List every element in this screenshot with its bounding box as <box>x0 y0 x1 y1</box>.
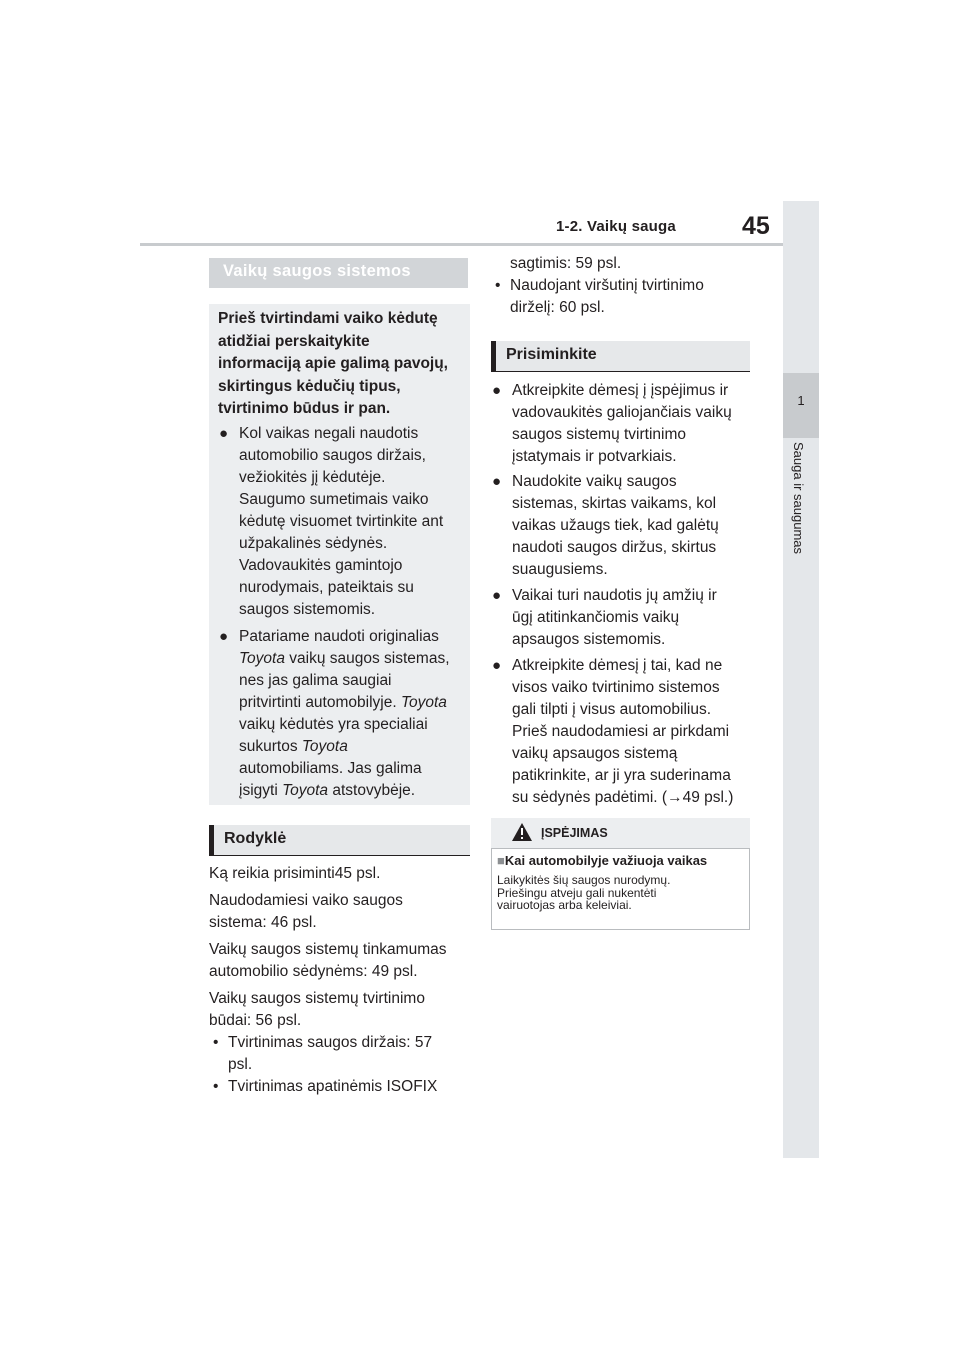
bullet-line: saugos sistemų tvirtinimo <box>512 426 687 443</box>
intro-line: skirtingus kėdučių tipus, <box>218 377 401 395</box>
index-sub-item[interactable] <box>491 275 751 319</box>
bullet-line: Prieš naudodamiesi ar pirkdami <box>512 723 730 740</box>
bullet-line <box>239 692 469 714</box>
bullet-line: visos vaiko tvirtinimo sistemos <box>512 679 720 696</box>
remember-bullet-2 <box>492 471 752 581</box>
bullet-dot-icon: ● <box>219 425 229 442</box>
side-tab-strip <box>783 201 819 1158</box>
index-sub-item[interactable] <box>209 1032 469 1076</box>
bullet-line: nes jas galima saugiai <box>239 672 392 689</box>
index-link[interactable]: Naudodamiesi vaiko saugos <box>209 892 403 909</box>
bullet-line: apsaugos sistemomis. <box>512 631 666 648</box>
line-text: vaikų saugos sistemas, <box>284 650 450 667</box>
intro-bullet-2 <box>219 626 464 802</box>
bullet-line: Saugumo sumetimais vaiko <box>239 491 429 508</box>
index-link[interactable]: sistema: 46 psl. <box>209 914 317 931</box>
bullet-line: užpakalinės sėdynės. <box>239 535 388 552</box>
brand-name: Toyota <box>301 738 348 755</box>
bullet-line: automobiliams. Jas galima <box>239 760 422 777</box>
bullet-line: vežiokitės jį kėdutėje. <box>239 469 386 486</box>
bullet-line: saugos sistemomis. <box>239 601 376 618</box>
intro-bullet-1 <box>219 423 464 623</box>
bullet-line: patikrinkite, ar ji yra suderinama <box>512 767 731 784</box>
intro-line: atidžiai perskaitykite <box>218 332 370 350</box>
remember-bullet-3 <box>492 585 752 651</box>
index-link[interactable]: Ką reikia prisiminti45 psl. <box>209 865 381 882</box>
intro-warning-text <box>218 308 463 421</box>
warning-subtitle <box>497 853 707 868</box>
prisiminkite-heading-text: Prisiminkite <box>506 346 597 363</box>
bullet-dot-icon: ● <box>492 587 502 604</box>
warning-subtitle-text: Kai automobilyje važiuoja vaikas <box>504 853 708 868</box>
sub-line[interactable]: sagtimis: 59 psl. <box>510 255 622 272</box>
line-text: atstovybėje. <box>328 782 416 799</box>
sub-line: Naudojant viršutinį tvirtinimo <box>510 277 704 294</box>
square-bullet-icon: ■ <box>497 853 505 868</box>
bullet-line: Patariame naudoti originalias <box>239 628 439 645</box>
line-text: sukurtos <box>239 738 302 755</box>
bullet-line: sistemas, skirtas vaikams, kol <box>512 495 717 512</box>
intro-line: informaciją apie galimą pavojų, <box>218 355 448 372</box>
bullet-line: nurodymais, pateiktais su <box>239 579 414 596</box>
index-link[interactable]: Vaikų saugos sistemų tinkamumas <box>209 941 447 958</box>
bullet-line <box>239 736 469 758</box>
intro-line: Prieš tvirtindami vaiko kėdutę <box>218 310 438 327</box>
intro-line: tvirtinimo būdus ir pan. <box>218 400 391 417</box>
bullet-line: Kol vaikas negali naudotis <box>239 425 419 442</box>
brand-name: Toyota <box>282 782 329 799</box>
bullet-line: automobilio saugos diržais, <box>239 447 426 464</box>
header-rule <box>140 243 783 246</box>
warning-line: vairuotojas arba keleiviai. <box>497 898 632 912</box>
chapter-label-text: Sauga ir saugumas <box>791 442 806 555</box>
main-heading-text: Vaikų saugos sistemos <box>223 262 411 280</box>
rodykle-index <box>209 863 469 1098</box>
warning-line: Laikykitės šių saugos nurodymų. <box>497 873 671 887</box>
bullet-line: ūgį atitinkančiomis vaikų <box>512 609 680 626</box>
brand-name: Toyota <box>239 650 285 667</box>
bullet-line: kėdutę visuomet tvirtinkite ant <box>239 513 444 530</box>
index-link[interactable]: automobilio sėdynėms: 49 psl. <box>209 963 418 980</box>
bullet-dot-icon: ● <box>492 473 502 490</box>
prisiminkite-heading <box>491 341 750 372</box>
bullet-dot-icon: ● <box>492 657 502 674</box>
sub-line: Tvirtinimas saugos diržais: 57 <box>228 1034 433 1051</box>
chapter-label <box>791 442 811 592</box>
bullet-line: vadovaukitės galiojančiais vaikų <box>512 404 732 421</box>
line-text: pritvirtinti automobilyje. <box>239 694 401 711</box>
bullet-dot-icon: ● <box>219 628 229 645</box>
warning-body <box>497 874 742 912</box>
main-heading <box>209 258 468 288</box>
warning-triangle-icon <box>511 822 533 842</box>
bullet-dot-icon: ● <box>492 382 502 399</box>
bullet-line: Vaikai turi naudotis jų amžių ir <box>512 587 717 604</box>
sub-line: dirželį: 60 psl. <box>510 299 605 316</box>
rodykle-index-continued <box>491 253 751 319</box>
warning-line: Priešingu atveju gali nukentėti <box>497 885 657 900</box>
page-number: 45 <box>742 212 770 240</box>
sub-bullet-icon: • <box>495 277 501 294</box>
index-link[interactable]: būdai: 56 psl. <box>209 1012 302 1029</box>
bullet-line: Atkreipkite dėmesį į įspėjimus ir <box>512 382 729 399</box>
index-link[interactable]: Vaikų saugos sistemų tvirtinimo <box>209 990 425 1007</box>
bullet-line: Naudokite vaikų saugos <box>512 473 677 490</box>
brand-name: Toyota <box>400 694 447 711</box>
sub-line: psl. <box>228 1056 253 1073</box>
bullet-line <box>239 648 469 670</box>
section-title: 1-2. Vaikų sauga <box>556 218 676 235</box>
bullet-line: suaugusiems. <box>512 561 608 578</box>
warning-title: ĮSPĖJIMAS <box>541 826 608 840</box>
chapter-number: 1 <box>797 393 805 408</box>
remember-bullet-1 <box>492 380 752 468</box>
index-sub-item[interactable] <box>209 1076 469 1098</box>
bullet-line: įstatymais ir potvarkiais. <box>512 448 677 465</box>
bullet-line: naudoti saugos diržus, skirtus <box>512 539 717 556</box>
bullet-line: vaikas užaugs tiek, kad galėtų <box>512 517 719 534</box>
sub-bullet-icon: • <box>213 1034 219 1051</box>
sub-bullet-icon: • <box>213 1078 219 1095</box>
rodykle-heading-text: Rodyklė <box>224 830 287 847</box>
sub-line: Tvirtinimas apatinėmis ISOFIX <box>228 1078 438 1095</box>
bullet-line: Atkreipkite dėmesį į tai, kad ne <box>512 657 723 674</box>
bullet-line: vaikų apsaugos sistemą <box>512 745 678 762</box>
line-text: įsigyti <box>239 782 283 799</box>
rodykle-heading <box>209 825 470 856</box>
remember-bullet-4 <box>492 655 752 809</box>
bullet-line <box>239 780 469 802</box>
bullet-line: gali tilpti į visus automobilius. <box>512 701 712 718</box>
bullet-line: Vadovaukitės gamintojo <box>239 557 403 574</box>
bullet-line: su sėdynės padėtimi. (→49 psl.) <box>512 789 734 806</box>
bullet-line: vaikų kėdutės yra specialiai <box>239 716 428 733</box>
